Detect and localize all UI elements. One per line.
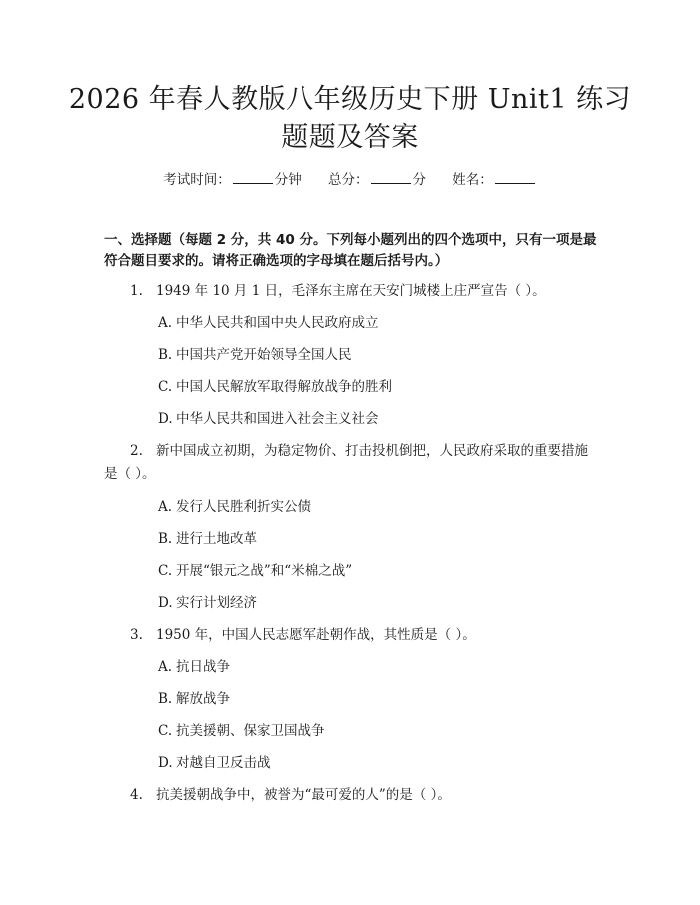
question-3-option-c bbox=[158, 721, 325, 742]
time-unit: 分钟 bbox=[274, 172, 302, 188]
document-title-line1: 2026 年春人教版八年级历史下册 Unit1 练习 bbox=[68, 84, 632, 115]
exam-meta bbox=[0, 170, 700, 189]
option-text: 开展“银元之战”和“米棉之战” bbox=[176, 563, 353, 579]
score-unit: 分 bbox=[412, 172, 426, 188]
option-letter: C. bbox=[158, 723, 173, 739]
option-text: 中华人民共和国中央人民政府成立 bbox=[176, 315, 379, 331]
question-2-option-d bbox=[158, 593, 257, 614]
option-text: 对越自卫反击战 bbox=[176, 755, 271, 771]
question-number: 2. bbox=[130, 443, 143, 459]
question-number: 1. bbox=[130, 283, 143, 299]
option-letter: D. bbox=[158, 755, 173, 771]
question-1 bbox=[130, 281, 546, 302]
option-text: 发行人民胜利折实公债 bbox=[176, 499, 311, 515]
question-number: 4. bbox=[130, 787, 143, 803]
question-1-option-a bbox=[158, 313, 379, 334]
question-2-option-c bbox=[158, 561, 352, 582]
question-2-option-a bbox=[158, 497, 311, 518]
score-label: 总分： bbox=[328, 172, 369, 188]
section-heading: 一、选择题（每题 2 分，共 40 分。下列每小题列出的四个选项中，只有一项是最符合题目要求的。请将正确选项的字母填在题后括号内。） bbox=[104, 232, 597, 269]
option-text: 解放战争 bbox=[176, 691, 230, 707]
option-text: 中国人民解放军取得解放战争的胜利 bbox=[176, 379, 392, 395]
option-text: 抗美援朝、保家卫国战争 bbox=[176, 723, 325, 739]
option-letter: C. bbox=[158, 563, 173, 579]
option-letter: D. bbox=[158, 595, 173, 611]
question-text: 1949 年 10 月 1 日，毛泽东主席在天安门城楼上庄严宣告（ ）。 bbox=[156, 283, 546, 299]
option-letter: B. bbox=[158, 691, 173, 707]
question-2 bbox=[130, 441, 588, 462]
time-field bbox=[163, 170, 302, 189]
document-title-line2: 题题及答案 bbox=[281, 122, 419, 153]
time-blank bbox=[233, 170, 273, 184]
question-3-option-b bbox=[158, 689, 230, 710]
option-letter: C. bbox=[158, 379, 173, 395]
name-label: 姓名： bbox=[452, 172, 493, 188]
option-letter: A. bbox=[158, 315, 173, 331]
option-text: 中国共产党开始领导全国人民 bbox=[176, 347, 352, 363]
question-1-option-c bbox=[158, 377, 392, 398]
question-3 bbox=[130, 625, 476, 646]
name-field bbox=[452, 170, 537, 189]
question-2-option-b bbox=[158, 529, 257, 550]
question-number: 3. bbox=[130, 627, 143, 643]
option-letter: A. bbox=[158, 659, 173, 675]
option-letter: B. bbox=[158, 531, 173, 547]
option-text: 实行计划经济 bbox=[176, 595, 257, 611]
question-text: 抗美援朝战争中，被誉为“最可爱的人”的是（ ）。 bbox=[156, 787, 451, 803]
option-letter: A. bbox=[158, 499, 173, 515]
score-field bbox=[328, 170, 426, 189]
question-1-option-b bbox=[158, 345, 352, 366]
time-label: 考试时间： bbox=[163, 172, 231, 188]
question-2-continuation bbox=[104, 464, 156, 485]
option-text: 抗日战争 bbox=[176, 659, 230, 675]
option-letter: D. bbox=[158, 411, 173, 427]
question-text-line1: 新中国成立初期，为稳定物价、打击投机倒把，人民政府采取的重要措施 bbox=[156, 443, 588, 459]
option-letter: B. bbox=[158, 347, 173, 363]
option-text: 中华人民共和国进入社会主义社会 bbox=[176, 411, 379, 427]
question-3-option-a bbox=[158, 657, 230, 678]
name-blank bbox=[495, 170, 535, 184]
score-blank bbox=[371, 170, 411, 184]
question-text-line2: 是（ ）。 bbox=[104, 466, 156, 482]
question-text: 1950 年，中国人民志愿军赴朝作战，其性质是（ ）。 bbox=[156, 627, 476, 643]
question-3-option-d bbox=[158, 753, 271, 774]
question-1-option-d bbox=[158, 409, 379, 430]
option-text: 进行土地改革 bbox=[176, 531, 257, 547]
question-4 bbox=[130, 785, 451, 806]
